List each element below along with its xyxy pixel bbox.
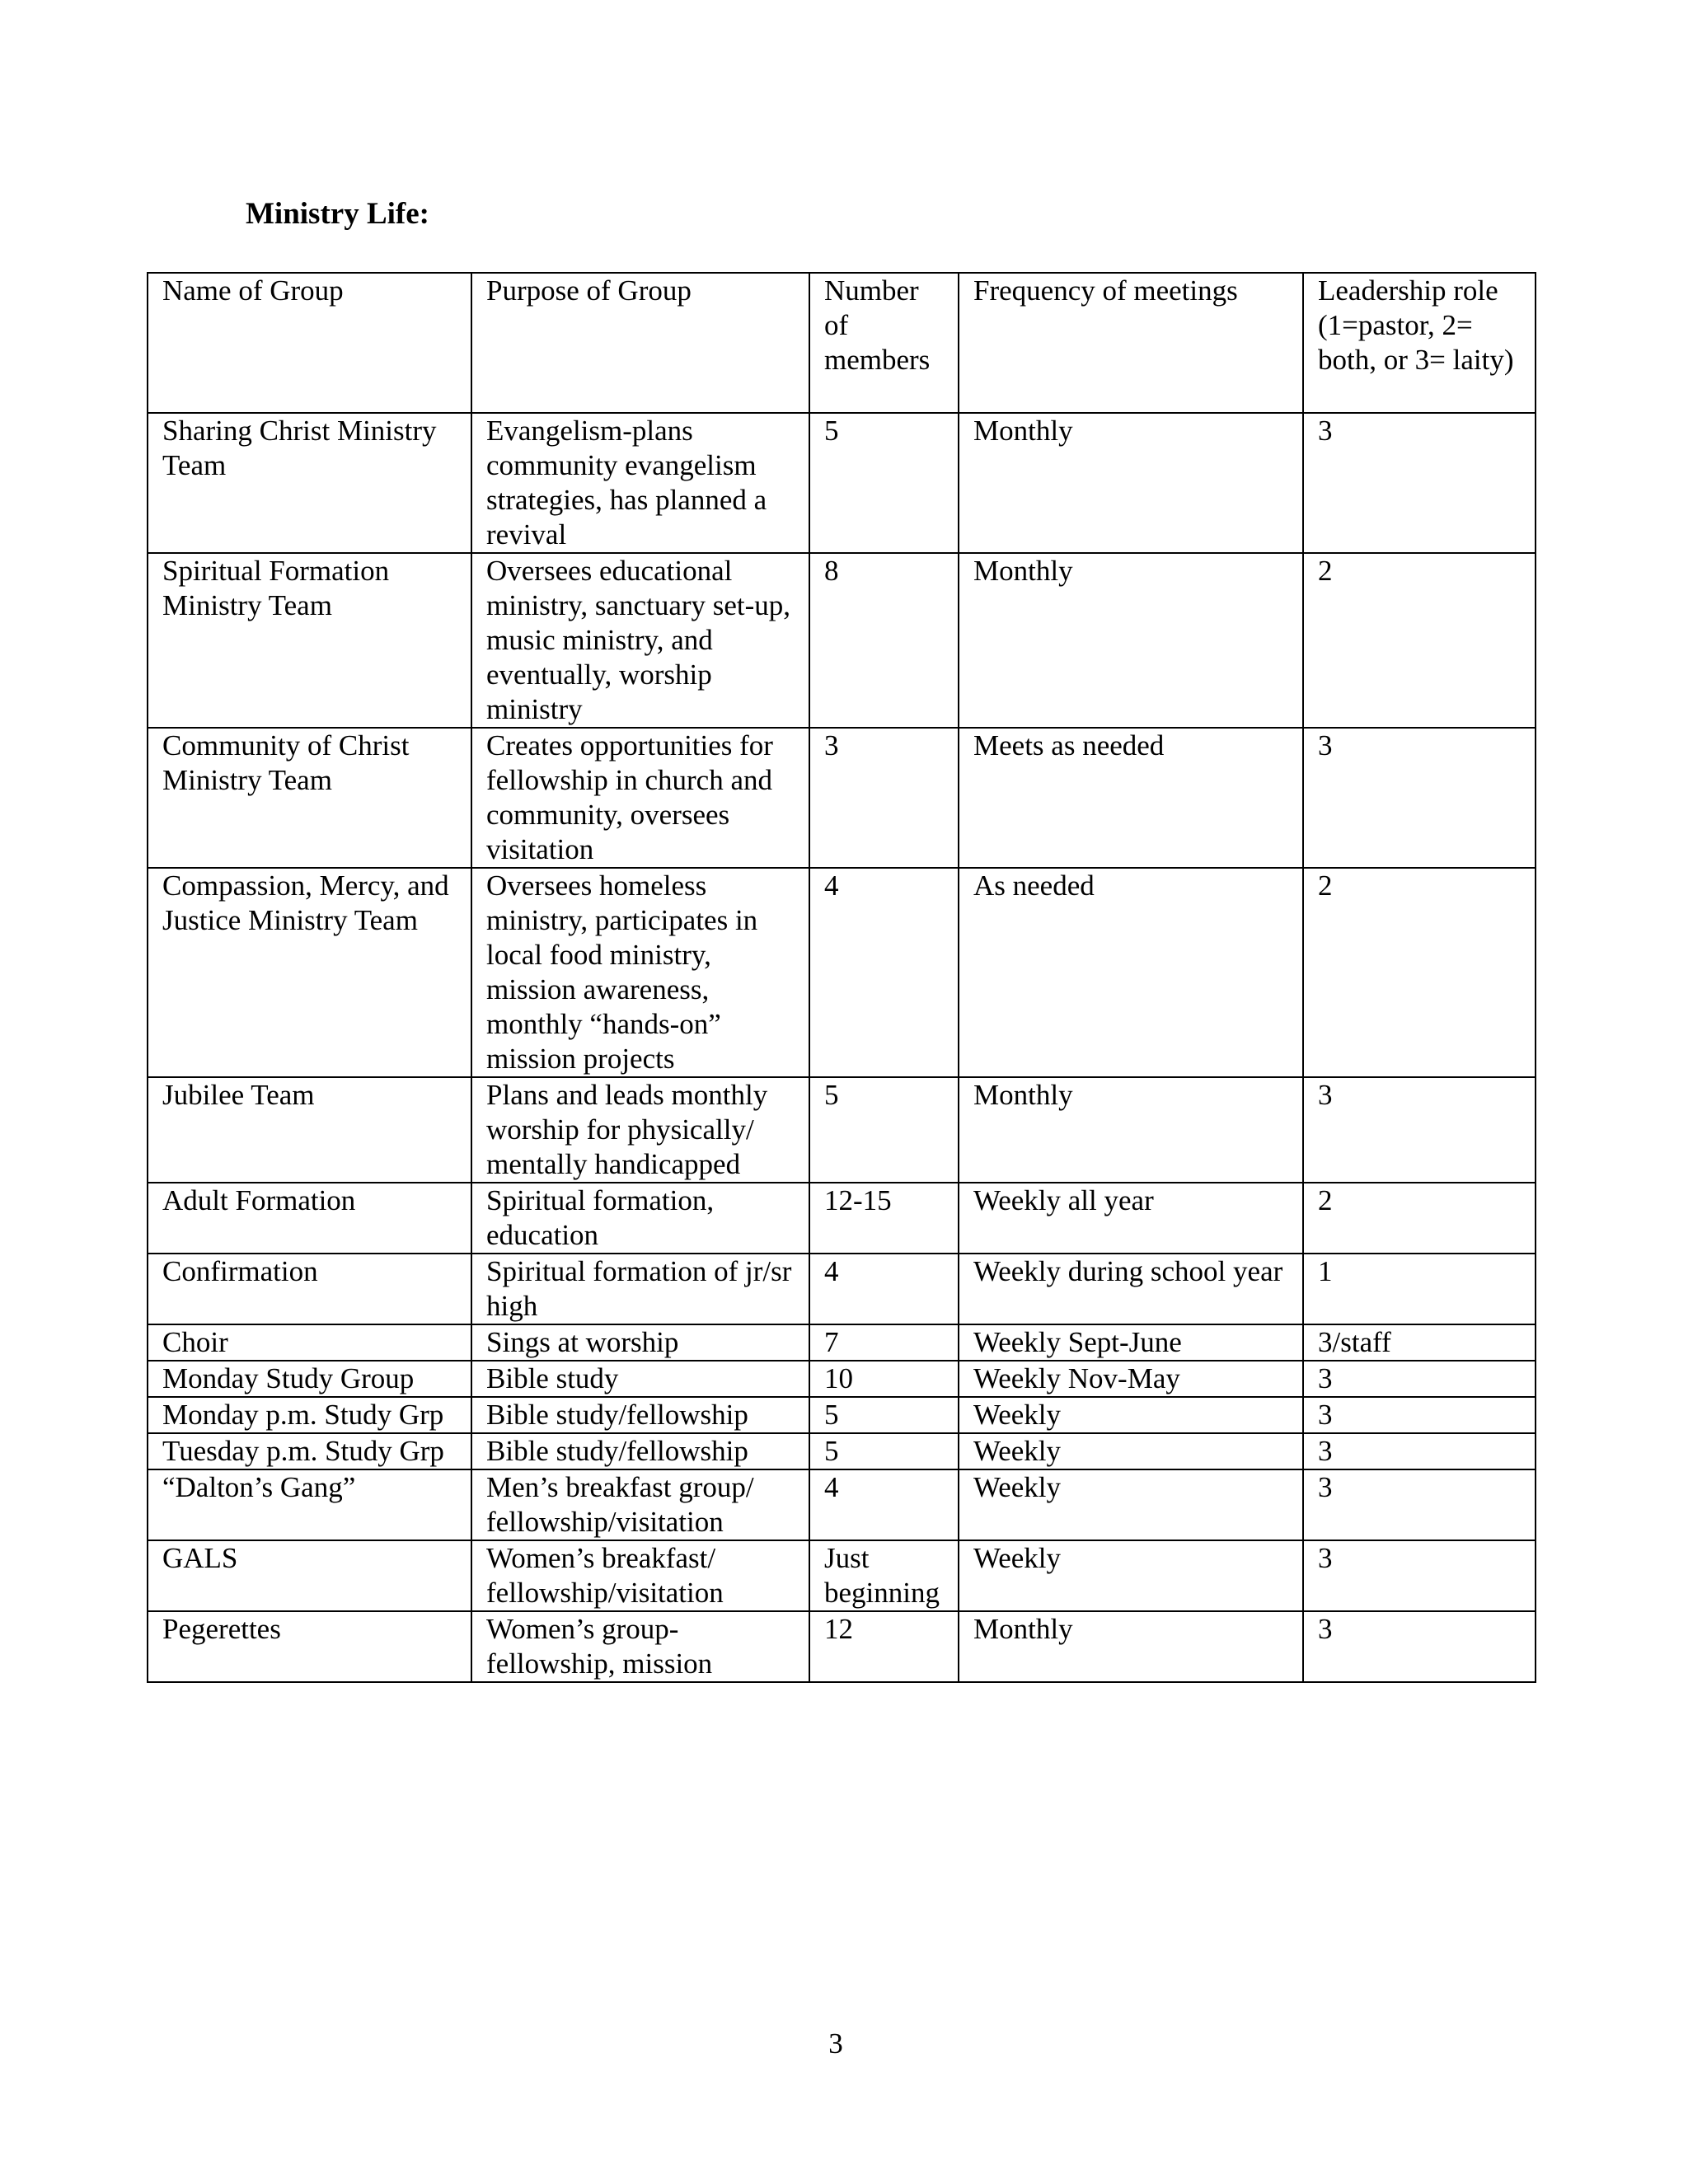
cell-member-count: 5 (809, 1077, 959, 1183)
table-row (148, 1361, 1536, 1397)
table-row (148, 553, 1536, 728)
cell-group-name: Tuesday p.m. Study Grp (148, 1433, 471, 1469)
cell-meeting-frequency: Weekly (959, 1469, 1303, 1540)
cell-group-name: Monday p.m. Study Grp (148, 1397, 471, 1433)
cell-member-count: 5 (809, 1433, 959, 1469)
cell-leadership-role: 3 (1303, 413, 1536, 553)
table-row (148, 1469, 1536, 1540)
cell-group-purpose: Bible study/fellowship (471, 1433, 809, 1469)
cell-group-name: Pegerettes (148, 1611, 471, 1682)
cell-group-purpose: Evangelism-plans community evangelism strategies, has planned a revival (471, 413, 809, 553)
cell-leadership-role: 2 (1303, 868, 1536, 1077)
cell-group-name: Compassion, Mercy, and Justice Ministry Team (148, 868, 471, 1077)
cell-meeting-frequency: Weekly Sept-June (959, 1324, 1303, 1361)
header-cell-purpose: Purpose of Group (471, 273, 809, 413)
cell-group-purpose: Spiritual formation of jr/sr high (471, 1254, 809, 1324)
cell-member-count: 12-15 (809, 1183, 959, 1254)
table-header-row (148, 273, 1536, 413)
cell-meeting-frequency: Monthly (959, 413, 1303, 553)
cell-member-count: 4 (809, 1254, 959, 1324)
cell-group-name: Community of Christ Ministry Team (148, 728, 471, 868)
cell-group-purpose: Plans and leads monthly worship for physically/ mentally handicapped (471, 1077, 809, 1183)
cell-meeting-frequency: Weekly Nov-May (959, 1361, 1303, 1397)
header-cell-members: Number of members (809, 273, 959, 413)
table-row (148, 1254, 1536, 1324)
cell-group-purpose: Oversees homeless ministry, participates in local food ministry, mission awareness, monthly “hands-on” mission projects (471, 868, 809, 1077)
table-row (148, 728, 1536, 868)
cell-group-name: Adult Formation (148, 1183, 471, 1254)
cell-leadership-role: 3 (1303, 1397, 1536, 1433)
cell-leadership-role: 2 (1303, 1183, 1536, 1254)
cell-meeting-frequency: Weekly during school year (959, 1254, 1303, 1324)
cell-leadership-role: 3 (1303, 1611, 1536, 1682)
cell-group-purpose: Women’s breakfast/ fellowship/visitation (471, 1540, 809, 1611)
cell-group-purpose: Spiritual formation, education (471, 1183, 809, 1254)
cell-meeting-frequency: Weekly (959, 1540, 1303, 1611)
cell-member-count: 4 (809, 868, 959, 1077)
cell-group-name: Choir (148, 1324, 471, 1361)
cell-member-count: 12 (809, 1611, 959, 1682)
table-row (148, 1183, 1536, 1254)
cell-meeting-frequency: Weekly all year (959, 1183, 1303, 1254)
table-row (148, 1611, 1536, 1682)
table-row (148, 1397, 1536, 1433)
cell-group-name: Confirmation (148, 1254, 471, 1324)
table-row (148, 1324, 1536, 1361)
cell-leadership-role: 3 (1303, 1077, 1536, 1183)
cell-group-name: Sharing Christ Ministry Team (148, 413, 471, 553)
cell-group-name: Jubilee Team (148, 1077, 471, 1183)
cell-meeting-frequency: Monthly (959, 1077, 1303, 1183)
cell-leadership-role: 3 (1303, 1361, 1536, 1397)
cell-group-purpose: Bible study/fellowship (471, 1397, 809, 1433)
cell-member-count: 7 (809, 1324, 959, 1361)
cell-member-count: Just beginning (809, 1540, 959, 1611)
cell-leadership-role: 3 (1303, 1540, 1536, 1611)
cell-member-count: 10 (809, 1361, 959, 1397)
cell-member-count: 5 (809, 1397, 959, 1433)
cell-leadership-role: 3 (1303, 1433, 1536, 1469)
cell-group-name: “Dalton’s Gang” (148, 1469, 471, 1540)
page-number: 3 (828, 2027, 843, 2060)
cell-member-count: 5 (809, 413, 959, 553)
cell-meeting-frequency: Monthly (959, 1611, 1303, 1682)
cell-meeting-frequency: As needed (959, 868, 1303, 1077)
header-cell-frequency: Frequency of meetings (959, 273, 1303, 413)
cell-group-name: GALS (148, 1540, 471, 1611)
cell-meeting-frequency: Weekly (959, 1433, 1303, 1469)
cell-leadership-role: 2 (1303, 553, 1536, 728)
cell-group-name: Spiritual Formation Ministry Team (148, 553, 471, 728)
header-cell-leadership: Leadership role (1=pastor, 2= both, or 3= laity) (1303, 273, 1536, 413)
cell-meeting-frequency: Weekly (959, 1397, 1303, 1433)
table-row (148, 1433, 1536, 1469)
table-row (148, 868, 1536, 1077)
page-heading: Ministry Life: (246, 197, 429, 231)
header-cell-name: Name of Group (148, 273, 471, 413)
ministry-table (147, 272, 1536, 1683)
cell-group-purpose: Men’s breakfast group/ fellowship/visitation (471, 1469, 809, 1540)
cell-member-count: 8 (809, 553, 959, 728)
cell-group-purpose: Bible study (471, 1361, 809, 1397)
table-row (148, 1077, 1536, 1183)
cell-leadership-role: 3 (1303, 728, 1536, 868)
cell-group-purpose: Sings at worship (471, 1324, 809, 1361)
table-row (148, 1540, 1536, 1611)
cell-member-count: 3 (809, 728, 959, 868)
cell-group-purpose: Creates opportunities for fellowship in church and community, oversees visitation (471, 728, 809, 868)
cell-group-name: Monday Study Group (148, 1361, 471, 1397)
cell-meeting-frequency: Meets as needed (959, 728, 1303, 868)
cell-leadership-role: 3 (1303, 1469, 1536, 1540)
cell-leadership-role: 3/staff (1303, 1324, 1536, 1361)
cell-group-purpose: Oversees educational ministry, sanctuary set-up, music ministry, and eventually, worship ministry (471, 553, 809, 728)
cell-group-purpose: Women’s group-fellowship, mission (471, 1611, 809, 1682)
cell-meeting-frequency: Monthly (959, 553, 1303, 728)
cell-member-count: 4 (809, 1469, 959, 1540)
table-row (148, 413, 1536, 553)
cell-leadership-role: 1 (1303, 1254, 1536, 1324)
